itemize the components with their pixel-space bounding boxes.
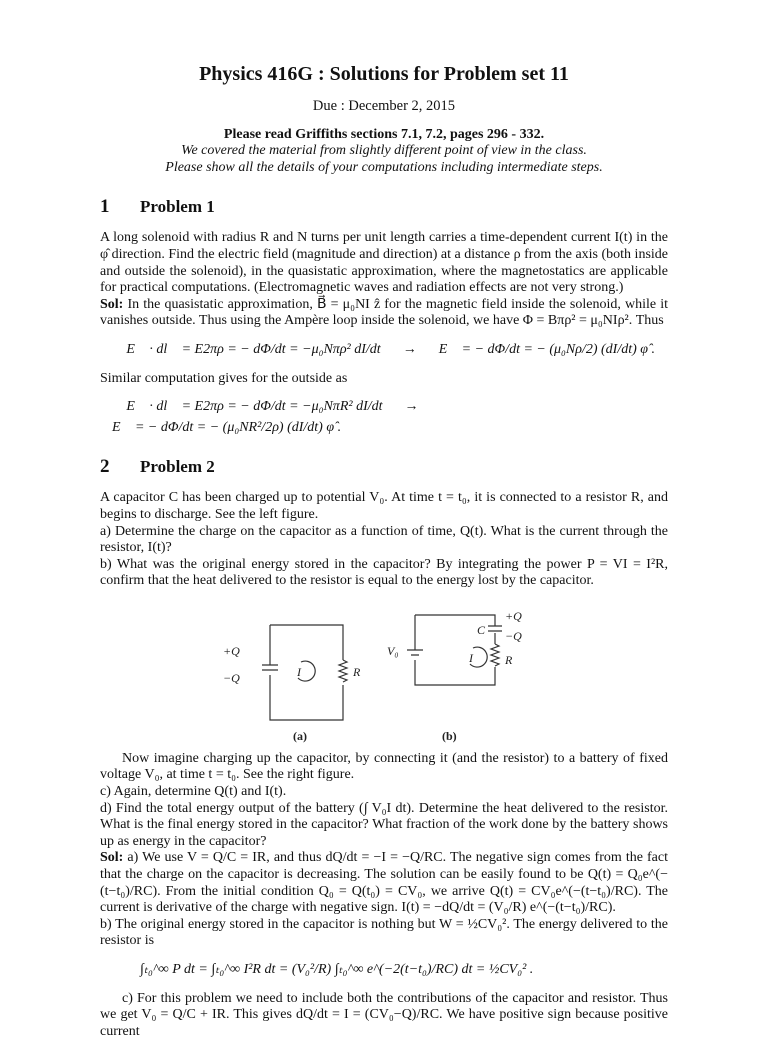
section-number: 2 bbox=[100, 456, 110, 478]
equation-row-inside bbox=[112, 342, 668, 359]
equation-row-outside bbox=[112, 399, 668, 436]
capacitor-b-icon bbox=[488, 626, 502, 631]
equation-inside-right: E⃗ = − dΦ/dt = − (μ₀Nρ/2) (dI/dt) φ̂ . bbox=[438, 341, 656, 357]
section-problem-1 bbox=[100, 196, 668, 218]
paragraph: A capacitor C has been charged up to potential V₀. At time t = t₀, it is connected to a resistor R, and begins to discharge. See the left figure. bbox=[100, 490, 668, 522]
paragraph: d) Find the total energy output of the battery (∫ V₀I dt). Determine the heat delivered to the resistor. What is the final energy stored in the capacitor? What fraction of the work done by the battery shows up as energy in the capacitor? bbox=[100, 800, 668, 849]
problem-statement: A long solenoid with radius R and N turns per unit length carries a time-dependent current I(t) in the φ̂ direction. Find the electric field (magnitude and direction) at a distance ρ from the axis (both inside and outside the solenoid), in the quasistatic approximation, where the magnetostatics are applicable for practical computations. (Electromagnetic waves and radiation effects are not very strong.) bbox=[100, 230, 668, 296]
caption-a: (a) bbox=[293, 728, 307, 743]
section-title: Problem 2 bbox=[140, 457, 215, 477]
label-current: I bbox=[469, 650, 473, 665]
solution-text: In the quasistatic approximation, B⃗ = μ₀NI ẑ for the magnetic field inside the solenoid, while it vanishes outside. Thus using the Ampère loop inside the solenoid, we have Φ = Bπρ² = μ₀NIρ². Thus bbox=[100, 296, 668, 329]
label-resistor: R bbox=[505, 652, 513, 667]
resistor-b-icon bbox=[491, 644, 499, 666]
solution bbox=[100, 297, 668, 330]
note-line-2: Please show all the details of your computations including intermediate steps. bbox=[165, 159, 603, 175]
page-title: Physics 416G : Solutions for Problem set 11 bbox=[199, 63, 569, 85]
label-resistor: R bbox=[353, 664, 361, 679]
paragraph: a) Determine the charge on the capacitor as a function of time, Q(t). What is the current through the resistor, I(t)? bbox=[100, 523, 668, 556]
paragraph: c) For this problem we need to include both the contributions of the capacitor and resistor. Thus we get V₀ = Q/C + IR. This gives dQ/dt = I = (CV₀−Q)/RC. We have positive sign because positive current bbox=[100, 990, 668, 1039]
circuit-figure bbox=[215, 600, 605, 745]
label-capacitor: C bbox=[477, 622, 486, 637]
equation-inside-left: ∮ E⃗ · dl⃗ = E2πρ = − dΦ/dt = −μ₀Nπρ² dI/dt bbox=[112, 341, 381, 357]
problem-1-text bbox=[100, 230, 668, 330]
solution bbox=[100, 850, 668, 916]
label-v0: V₀ bbox=[387, 643, 399, 658]
caption-b: (b) bbox=[442, 728, 457, 743]
paragraph: b) What was the original energy stored in the capacitor? By integrating the power P = VI = I²R, confirm that the heat delivered to the resistor is equal to the energy lost by the capacitor. bbox=[100, 556, 668, 589]
due-date: Due : December 2, 2015 bbox=[312, 98, 456, 114]
solution-a: a) We use V = Q/C = IR, and thus dQ/dt = −I = −Q/RC. The negative sign comes from the fact that the charge on the capacitor is decreasing. The solution can be easily found to be Q(t) = Q₀e^(−(t−t₀)/RC). From the initial condition Q₀ = Q(t₀) = CV₀, we arrive Q(t) = CV₀e^(−(t−t₀)/RC). The current is derivative of the charge with negative sign. I(t) = −dQ/dt = (V₀/R) e^(−(t−t₀)/RC). bbox=[100, 850, 668, 916]
label-minus-q: −Q bbox=[505, 628, 522, 643]
label-minus-q: −Q bbox=[223, 670, 240, 685]
sol-label: Sol: bbox=[100, 850, 124, 866]
equation-outside-left: ∮ E⃗ · dl⃗ = E2πρ = − dΦ/dt = −μ₀NπR² dI/dt bbox=[112, 399, 383, 415]
equation-outside-right: E⃗ = − dΦ/dt = − (μ₀NR²/2ρ) (dI/dt) φ̂ . bbox=[112, 419, 342, 435]
battery-icon bbox=[407, 650, 423, 655]
problem-2-continued bbox=[100, 751, 668, 950]
section-title: Problem 1 bbox=[140, 197, 215, 217]
arrow: → bbox=[402, 341, 417, 357]
reading-note: Please read Griffiths sections 7.1, 7.2, pages 296 - 332. bbox=[223, 126, 545, 142]
equation-energy: ∫ₜ₀^∞ P dt = ∫ₜ₀^∞ I²R dt = (V₀²/R) ∫ₜ₀^∞ e^(−2(t−t₀)/RC) dt = ½CV₀² . bbox=[140, 962, 534, 977]
problem-2-text bbox=[100, 490, 668, 590]
sol-label: Sol: bbox=[100, 296, 124, 312]
arrow: → bbox=[404, 399, 419, 415]
solution-c bbox=[100, 991, 668, 1041]
note-line-1: We covered the material from slightly different point of view in the class. bbox=[181, 143, 587, 159]
paragraph: c) Again, determine Q(t) and I(t). bbox=[100, 784, 287, 800]
between-text: Similar computation gives for the outside as bbox=[100, 370, 348, 386]
capacitor-a-icon bbox=[262, 665, 278, 670]
label-plus-q: +Q bbox=[223, 643, 240, 658]
section-problem-2 bbox=[100, 456, 668, 478]
paragraph: Now imagine charging up the capacitor, by connecting it (and the resistor) to a battery of fixed voltage V₀, at time t = t₀. See the right figure. bbox=[100, 750, 668, 783]
label-plus-q: +Q bbox=[505, 608, 522, 623]
equation-row-energy bbox=[140, 962, 668, 979]
section-number: 1 bbox=[100, 196, 110, 218]
resistor-a-icon bbox=[339, 660, 347, 682]
label-current: I bbox=[297, 664, 301, 679]
solution-b: b) The original energy stored in the capacitor is nothing but W = ½CV₀². The energy delivered to the resistor is bbox=[100, 916, 668, 949]
circuit-a-wire bbox=[270, 625, 343, 720]
